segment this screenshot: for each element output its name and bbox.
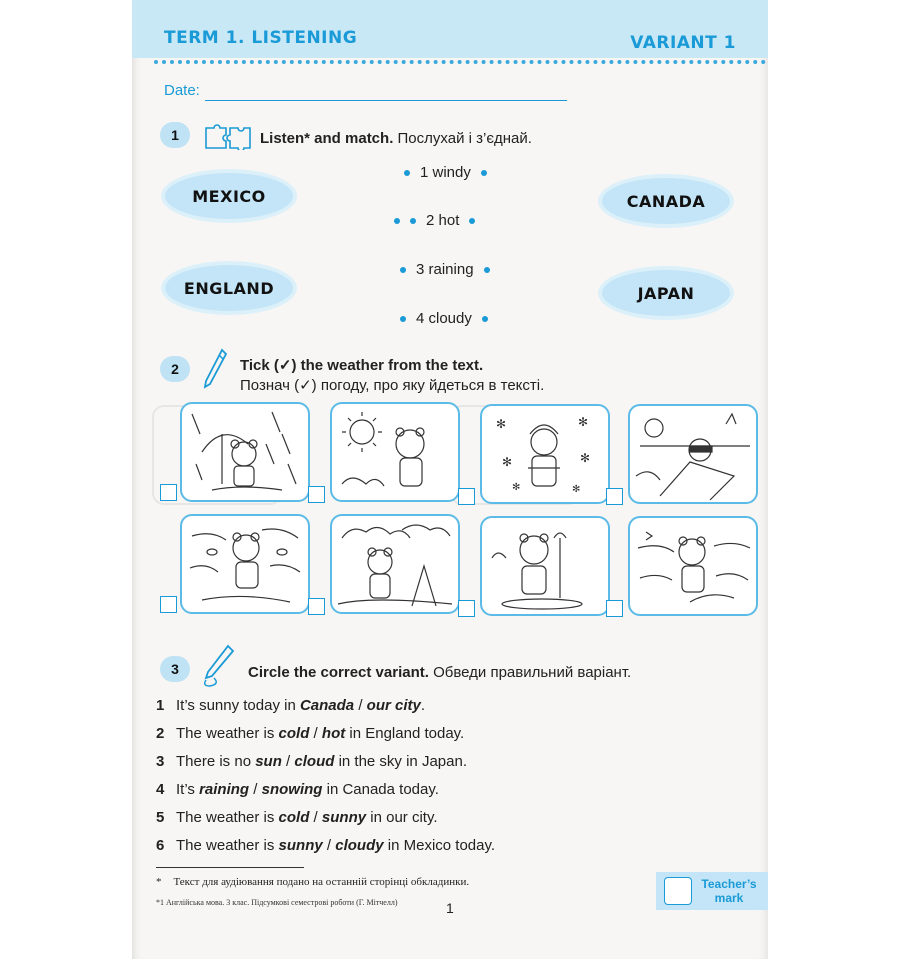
windy-bear-illustration bbox=[630, 518, 756, 614]
option-b[interactable]: snowing bbox=[261, 781, 323, 798]
option-b[interactable]: sunny bbox=[321, 809, 367, 826]
svg-text:✻: ✻ bbox=[572, 484, 581, 495]
svg-text:✻: ✻ bbox=[496, 417, 507, 431]
mark-field[interactable] bbox=[664, 877, 692, 905]
option-b[interactable]: hot bbox=[321, 725, 346, 742]
match-dot[interactable] bbox=[481, 170, 487, 176]
tick-box-windy-leaves[interactable] bbox=[160, 596, 177, 613]
term-title: TERM 1. LISTENING bbox=[164, 28, 358, 48]
option-a[interactable]: cold bbox=[278, 725, 310, 742]
country-japan: JAPAN bbox=[602, 270, 730, 316]
picture-windy-leaves bbox=[180, 514, 310, 614]
exercise-2-subtitle: Познач (✓) погоду, про яку йдеться в тексті. bbox=[240, 377, 545, 394]
tick-box-rain-umbrella[interactable] bbox=[458, 600, 475, 617]
picture-hot bbox=[628, 404, 758, 504]
tick-box-hot[interactable] bbox=[606, 488, 623, 505]
exercise-2-number: 2 bbox=[160, 356, 190, 382]
match-dot[interactable] bbox=[482, 316, 488, 322]
match-dot[interactable] bbox=[469, 218, 475, 224]
option-a[interactable]: cold bbox=[278, 809, 310, 826]
tick-box-windy[interactable] bbox=[606, 600, 623, 617]
sunny-bear-illustration bbox=[332, 404, 458, 500]
date-input-line[interactable] bbox=[205, 100, 567, 101]
sentence-3: 3 There is no sun / cloud in the sky in Japan. bbox=[156, 753, 467, 770]
pen-icon bbox=[200, 644, 236, 690]
weather-item-cloudy: 4 cloudy bbox=[400, 310, 488, 327]
tick-box-snow[interactable] bbox=[458, 488, 475, 505]
page-number: 1 bbox=[446, 900, 454, 916]
teachers-mark-box bbox=[656, 872, 768, 910]
picture-rain bbox=[180, 402, 310, 502]
match-dot[interactable] bbox=[400, 267, 406, 273]
puzzle-icon bbox=[204, 122, 252, 150]
footnote-rule bbox=[156, 867, 304, 868]
picture-rain-umbrella bbox=[480, 516, 610, 616]
match-dot[interactable] bbox=[404, 170, 410, 176]
option-a[interactable]: sun bbox=[255, 753, 282, 770]
picture-snow bbox=[480, 404, 610, 504]
pencil-icon bbox=[202, 348, 228, 390]
svg-text:✻: ✻ bbox=[502, 455, 513, 469]
weather-item-hot: 2 hot bbox=[394, 212, 475, 229]
match-dot[interactable] bbox=[400, 316, 406, 322]
country-canada: CANADA bbox=[602, 178, 730, 224]
option-a[interactable]: raining bbox=[199, 781, 250, 798]
exercise-1-title: Listen* and match. Послухай і з’єднай. bbox=[260, 130, 532, 147]
tick-box-sunny[interactable] bbox=[308, 486, 325, 503]
svg-text:✻: ✻ bbox=[578, 415, 589, 429]
match-dot[interactable] bbox=[410, 218, 416, 224]
tick-box-cloudy[interactable] bbox=[308, 598, 325, 615]
picture-cloudy bbox=[330, 514, 460, 614]
picture-sunny bbox=[330, 402, 460, 502]
exercise-2-title: Tick (✓) the weather from the text. bbox=[240, 357, 484, 374]
match-dot[interactable] bbox=[484, 267, 490, 273]
option-b[interactable]: cloudy bbox=[335, 837, 384, 854]
option-b[interactable]: cloud bbox=[294, 753, 335, 770]
weather-item-windy: 1 windy bbox=[404, 164, 487, 181]
svg-text:✻: ✻ bbox=[580, 451, 591, 465]
svg-text:✻: ✻ bbox=[512, 482, 521, 493]
exercise-3-number: 3 bbox=[160, 656, 190, 682]
weather-item-raining: 3 raining bbox=[400, 261, 490, 278]
snow-bear-illustration bbox=[482, 406, 608, 502]
exercise-1-number: 1 bbox=[160, 122, 190, 148]
variant-title: VARIANT 1 bbox=[630, 33, 736, 53]
header-divider bbox=[154, 60, 766, 64]
windy-leaves-bear-illustration bbox=[182, 516, 308, 612]
option-a[interactable]: Canada bbox=[299, 697, 355, 714]
match-dot[interactable] bbox=[394, 218, 400, 224]
sentence-6: 6 The weather is sunny / cloudy in Mexico today. bbox=[156, 837, 496, 854]
tick-box-rain[interactable] bbox=[160, 484, 177, 501]
option-a[interactable]: sunny bbox=[278, 837, 323, 854]
cloudy-bear-illustration bbox=[332, 516, 458, 612]
sentence-1: 1 It’s sunny today in Canada / our city. bbox=[156, 697, 426, 714]
sentence-2: 2 The weather is cold / hot in England today. bbox=[156, 725, 465, 742]
date-label: Date: bbox=[164, 82, 200, 99]
sentence-4: 4 It’s raining / snowing in Canada today. bbox=[156, 781, 439, 798]
picture-windy bbox=[628, 516, 758, 616]
umbrella-bear-illustration bbox=[482, 518, 608, 614]
hot-bear-illustration bbox=[630, 406, 756, 502]
worksheet-page bbox=[132, 0, 768, 959]
country-england: ENGLAND bbox=[165, 265, 293, 311]
country-mexico: MEXICO bbox=[165, 173, 293, 219]
exercise-3-title: Circle the correct variant. Обведи правильний варіант. bbox=[248, 664, 632, 681]
footnote: * Текст для аудіювання подано на останній сторінці обкладинки. bbox=[156, 876, 470, 888]
book-credit: *1 Англійська мова. 3 клас. Підсумкові семестрові роботи (Г. Мітчелл) bbox=[156, 898, 398, 907]
teachers-mark-label: Teacher’s mark bbox=[701, 877, 757, 905]
option-b[interactable]: our city bbox=[366, 697, 421, 714]
sentence-5: 5 The weather is cold / sunny in our city. bbox=[156, 809, 438, 826]
rain-bear-illustration bbox=[182, 404, 308, 500]
